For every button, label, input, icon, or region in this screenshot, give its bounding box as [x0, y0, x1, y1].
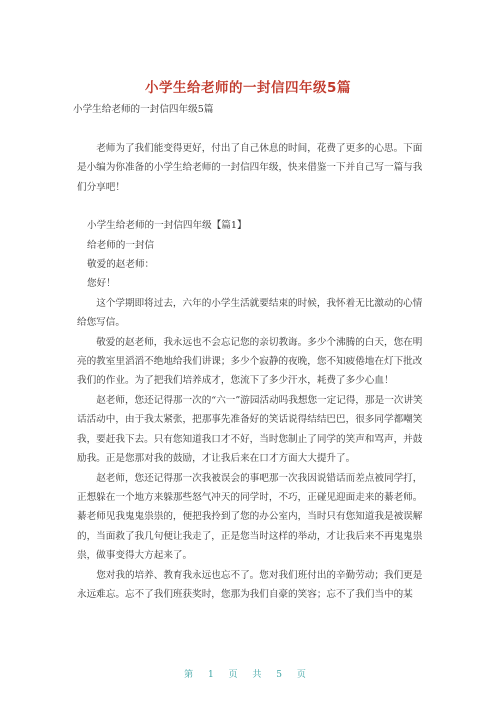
section-heading: 小学生给老师的一封信四年级【篇1】 [87, 220, 247, 232]
salutation: 敬爱的赵老师： [87, 259, 155, 271]
body-paragraph: 您对我的培养、教育我永远也忘不了。您对我们班付出的辛勤劳动；我们更是永远难忘。忘不了我们班获奖时，您那为我们自豪的笑容；忘不了我们当中的某 [77, 569, 423, 600]
body-paragraph: 赵老师，您还记得那一次的“六一”游园活动吗我想您一定记得，那是一次讲笑话活动中，由于我太紧张，把那事先准备好的笑话说得结结巴巴，很多同学都嘲笑我，要赶我下去。只有您知道我口才不好，当时您制止了同学的笑声和骂声，并鼓励我。正是您那对我的鼓励，才让我后来在口才方面大大提升了。 [77, 394, 423, 465]
document-title: 小学生给老师的一封信四年级5篇 [145, 80, 351, 96]
document-subtitle: 小学生给老师的一封信四年级5篇 [73, 104, 214, 115]
body-paragraph: 这个学期即将过去，六年的小学生活就要结束的时候，我怀着无比激动的心情给您写信。 [77, 297, 423, 329]
document-body [77, 139, 428, 604]
body-paragraph: 敬爱的赵老师，我永远也不会忘记您的亲切教诲。多少个沸腾的白天，您在明亮的教室里滔滔不绝地给我们讲课；多少个寂静的夜晚，您不知疲倦地在灯下批改我们的作业。为了把我们培养成才，您流下了多少汗水，耗费了多少心血！ [77, 336, 423, 387]
greeting: 您好！ [87, 278, 116, 290]
page-footer: 第 1 页 共 5 页 [184, 670, 312, 680]
body-paragraph: 赵老师，您还记得那一次我被误会的事吧那一次我因说错话而差点被同学打，正想躲在一个地方来躲那些怒气冲天的同学时，不巧，正碰见迎面走来的綦老师。綦老师见我鬼鬼祟祟的，便把我拎到了您的办公室内，当时只有您知道我是被误解的，当面救了我几句便让我走了，正是您当时这样的举动，才让我后来不再鬼鬼祟祟，做事变得大方起来了。 [77, 472, 423, 562]
intro-paragraph: 老师为了我们能变得更好，付出了自己休息的时间，花费了更多的心思。下面是小编为你准备的小学生给老师的一封信四年级，快来借鉴一下并自己写一篇与我们分享吧！ [77, 143, 423, 193]
letter-title: 给老师的一封信 [87, 239, 155, 251]
